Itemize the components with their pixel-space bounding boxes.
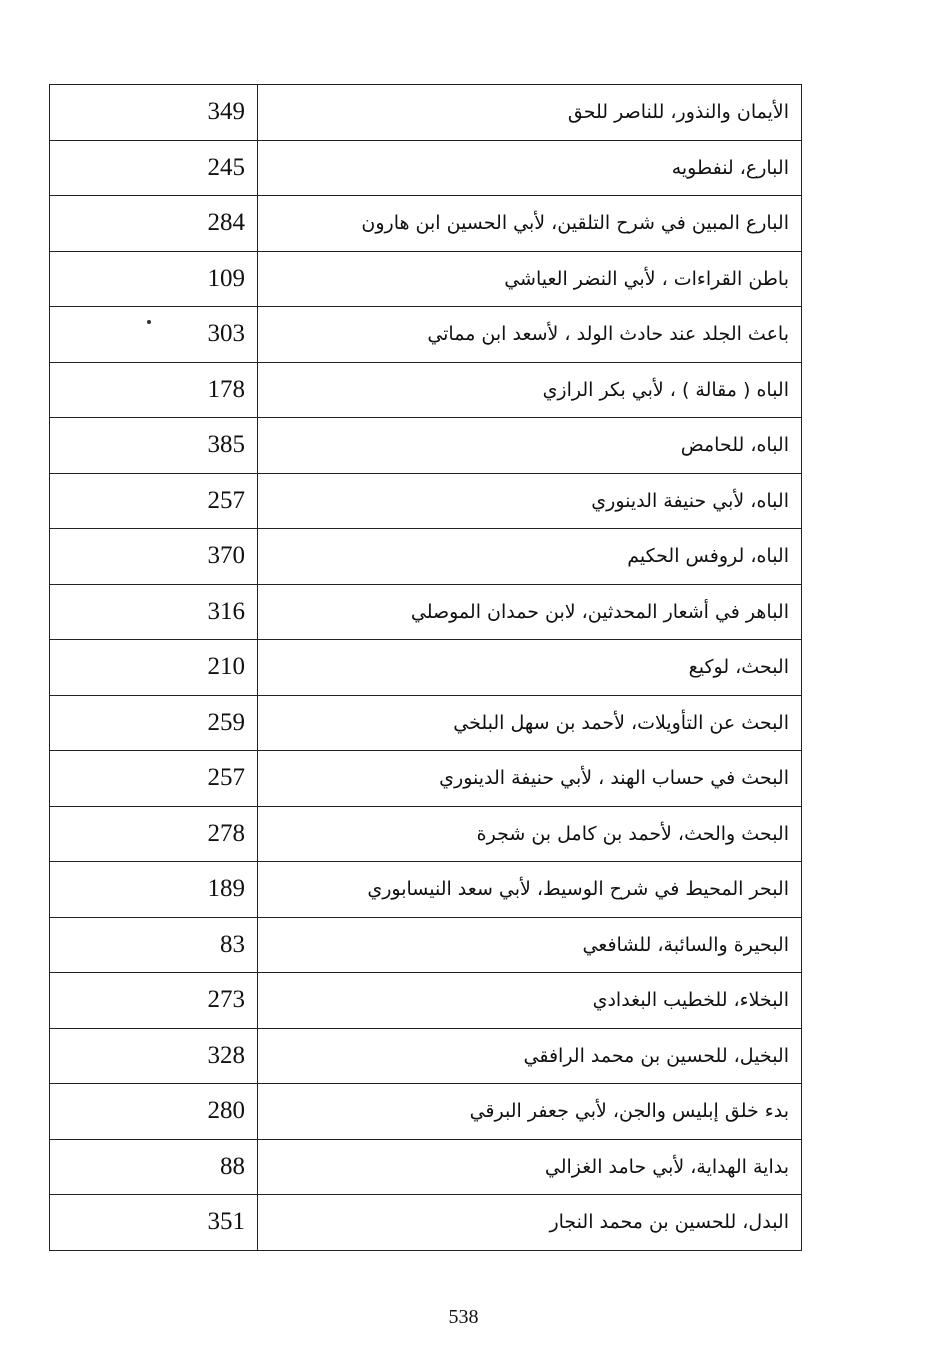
table-row [50, 85, 802, 141]
book-title-cell: البارع المبين في شرح التلقين، لأبي الحسين ابن هارون [258, 196, 802, 252]
book-title-cell: باطن القراءات ، لأبي النضر العياشي [258, 251, 802, 307]
table-row [50, 1028, 802, 1084]
table-row [50, 584, 802, 640]
page-number-cell: 257 [50, 751, 258, 807]
page-number-cell: 210 [50, 640, 258, 696]
page-number-cell: 349 [50, 85, 258, 141]
table-row [50, 418, 802, 474]
table-row [50, 806, 802, 862]
page-number-cell: 316 [50, 584, 258, 640]
page-number-cell: 109 [50, 251, 258, 307]
page-number-cell: 370 [50, 529, 258, 585]
table-row [50, 1139, 802, 1195]
book-title-cell: البخلاء، للخطيب البغدادي [258, 973, 802, 1029]
page-number-cell: 278 [50, 806, 258, 862]
scan-speck [147, 320, 151, 324]
table-row [50, 251, 802, 307]
page-number-cell: 189 [50, 862, 258, 918]
table-row [50, 196, 802, 252]
page-number-footer: 538 [448, 1306, 479, 1328]
table-row [50, 973, 802, 1029]
table-row [50, 751, 802, 807]
book-title-cell: بداية الهداية، لأبي حامد الغزالي [258, 1139, 802, 1195]
table-row [50, 862, 802, 918]
page-number-cell: 273 [50, 973, 258, 1029]
table-row [50, 640, 802, 696]
page-number-cell: 284 [50, 196, 258, 252]
book-title-cell: الباه، لروفس الحكيم [258, 529, 802, 585]
book-title-cell: البحث في حساب الهند ، لأبي حنيفة الدينوري [258, 751, 802, 807]
page-number-cell: 245 [50, 140, 258, 196]
book-title-cell: البحث والحث، لأحمد بن كامل بن شجرة [258, 806, 802, 862]
book-title-cell: البارع، لنفطويه [258, 140, 802, 196]
page-number-cell: 259 [50, 695, 258, 751]
index-table [49, 84, 802, 1251]
page-number-cell: 280 [50, 1084, 258, 1140]
table-row [50, 307, 802, 363]
page-number-cell: 257 [50, 473, 258, 529]
page-number-cell: 351 [50, 1195, 258, 1251]
table-row [50, 1195, 802, 1251]
book-title-cell: البحر المحيط في شرح الوسيط، لأبي سعد النيسابوري [258, 862, 802, 918]
book-title-cell: البحيرة والسائبة، للشافعي [258, 917, 802, 973]
table-row [50, 140, 802, 196]
book-title-cell: بدء خلق إبليس والجن، لأبي جعفر البرقي [258, 1084, 802, 1140]
book-title-cell: الأيمان والنذور، للناصر للحق [258, 85, 802, 141]
page-number-cell: 328 [50, 1028, 258, 1084]
book-title-cell: الباهر في أشعار المحدثين، لابن حمدان الموصلي [258, 584, 802, 640]
book-title-cell: البحث، لوكيع [258, 640, 802, 696]
page-number-cell: 178 [50, 362, 258, 418]
table-row [50, 917, 802, 973]
index-table-body [50, 85, 802, 1251]
table-row [50, 1084, 802, 1140]
page-number-cell: 88 [50, 1139, 258, 1195]
book-title-cell: الباه ( مقالة ) ، لأبي بكر الرازي [258, 362, 802, 418]
book-title-cell: البخيل، للحسين بن محمد الرافقي [258, 1028, 802, 1084]
page-number-cell: 83 [50, 917, 258, 973]
book-title-cell: باعث الجلد عند حادث الولد ، لأسعد ابن مماتي [258, 307, 802, 363]
table-row [50, 529, 802, 585]
book-title-cell: الباه، لأبي حنيفة الدينوري [258, 473, 802, 529]
page-number-cell: 303 [50, 307, 258, 363]
table-row [50, 473, 802, 529]
book-title-cell: البدل، للحسين بن محمد النجار [258, 1195, 802, 1251]
book-title-cell: الباه، للحامض [258, 418, 802, 474]
table-row [50, 362, 802, 418]
book-title-cell: البحث عن التأويلات، لأحمد بن سهل البلخي [258, 695, 802, 751]
table-row [50, 695, 802, 751]
page-number-cell: 385 [50, 418, 258, 474]
